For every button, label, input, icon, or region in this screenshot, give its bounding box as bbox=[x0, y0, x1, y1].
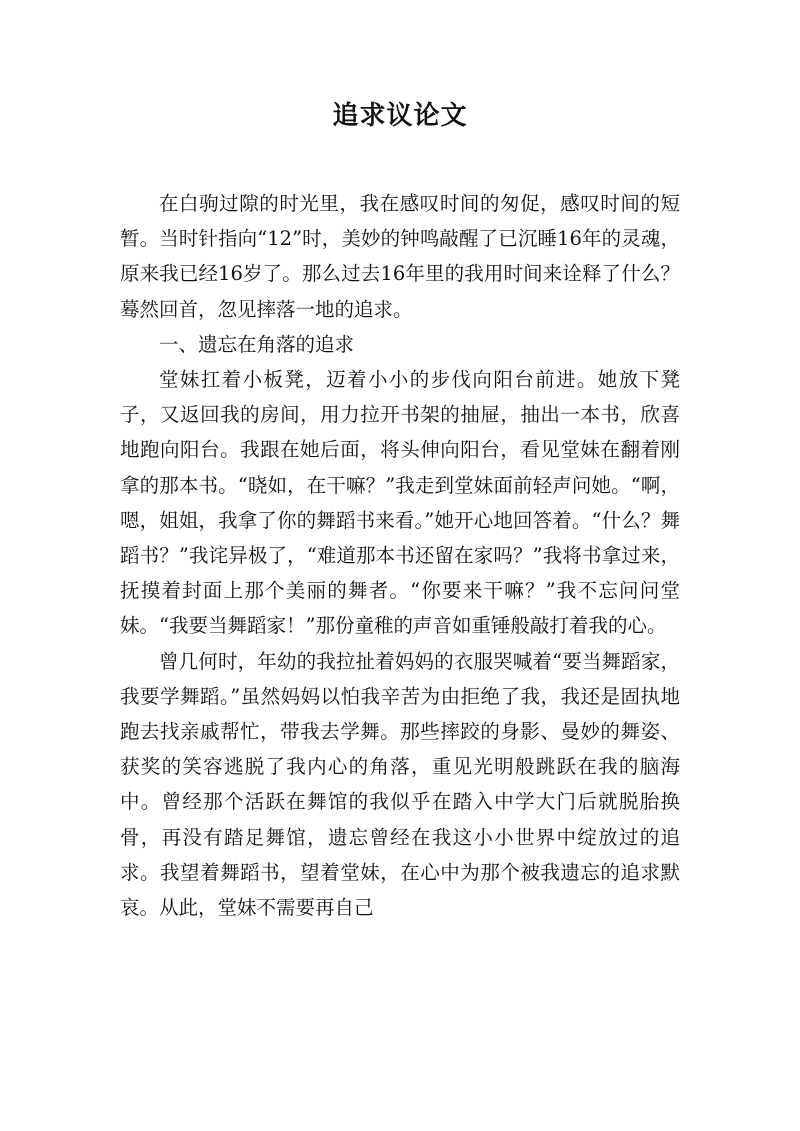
section-heading: 一、遗忘在角落的追求 bbox=[159, 332, 355, 356]
paragraph-memory: 曾几何时，年幼的我拉扯着妈妈的衣服哭喊着“要当舞蹈家，我要学舞蹈。”虽然妈妈以怕我辛苦为由拒绝了我，我还是固执地跑去找亲戚帮忙，带我去学舞。那些摔跤的身影、曼妙的舞姿、获奖的笑容逃脱了我内心的角落，重见光明般跳跃在我的脑海中。曾经那个活跃在舞馆的我似乎在踏入中学大门后就脱胎换骨，再没有踏足舞馆，遗忘曾经在我这小小世界中绽放过的追求。我望着舞蹈书，望着堂妹，在心中为那个被我遗忘的追求默哀。从此，堂妹不需要再自己 bbox=[120, 649, 680, 920]
document-title: 追求议论文 bbox=[332, 101, 468, 131]
document-body bbox=[120, 186, 680, 925]
paragraph-intro: 在白驹过隙的时光里，我在感叹时间的匆促，感叹时间的短暂。当时针指向“12”时，美妙的钟鸣敲醒了已沉睡16年的灵魂，原来我已经16岁了。那么过去16年里的我用时间来诠释了什么？蓦然回首，忽见摔落一地的追求。 bbox=[120, 192, 680, 321]
paragraph-story: 堂妹扛着小板凳，迈着小小的步伐向阳台前进。她放下凳子，又返回我的房间，用力拉开书架的抽屉，抽出一本书，欣喜地跑向阳台。我跟在她后面，将头伸向阳台，看见堂妹在翻着刚拿的那本书。“晓如，在干嘛？”我走到堂妹面前轻声问她。“啊，嗯，姐姐，我拿了你的舞蹈书来看。”她开心地回答着。“什么？舞蹈书？”我诧异极了，“难道那本书还留在家吗？”我将书拿过来，抚摸着封面上那个美丽的舞者。“你要来干嘛？”我不忘问问堂妹。“我要当舞蹈家！”那份童稚的声音如重锤般敲打着我的心。 bbox=[120, 368, 680, 638]
